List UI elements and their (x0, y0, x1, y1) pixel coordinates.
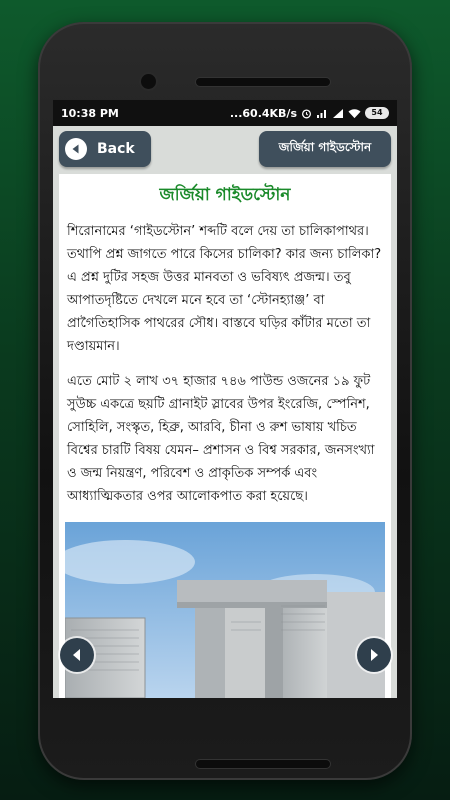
article-paragraph-2: এতে মোট ২ লাখ ৩৭ হাজার ৭৪৬ পাউন্ড ওজনের ১৯ ফুট সুউচ্চ একত্রে ছয়টি গ্রানাইট স্লাবের উপর ইংরেজি, স্পেনিশ, সোহিলি, সংস্কৃত, হিব্রু, আরবি, চীনা ও রুশ ভাষায় খচিত বিশ্বের চারটি বিষয় যেমন– প্রশাসন ও বিশ্ব সরকার, জনসংখ্যা ও জন্ম নিয়ন্ত্রণ, পরিবেশ ও প্রাকৃতিক সম্পর্ক এবং আধ্যাত্মিকতার ওপর আলোকপাত করা হয়েছে। (67, 374, 375, 504)
app-toolbar (53, 126, 397, 174)
chevron-left-icon (70, 648, 84, 662)
previous-button[interactable] (60, 638, 94, 672)
back-button[interactable] (59, 131, 151, 167)
bottom-speaker (196, 760, 330, 768)
title-button[interactable] (259, 131, 391, 167)
battery-icon: 54 (365, 107, 389, 119)
chevron-left-icon (65, 138, 87, 160)
article-content[interactable] (59, 174, 391, 698)
signal-icon (316, 108, 328, 119)
chevron-right-icon (367, 648, 381, 662)
article-paragraph-1: শিরোনামের ‘গাইডস্টোন’ শব্দটি বলে দেয় তা চালিকাপাথর। তথাপি প্রশ্ন জাগতে পারে কিসের চালিকা? কার জন্য চালিকা? এ প্রশ্ন দুটির সহজ উত্তর মানবতা ও ভবিষ্যৎ প্রজন্ম। তবু আপাতদৃষ্টিতে দেখলে মনে হবে তা ‘স্টোনহ্যাঞ্জ’ বা প্রাগৈতিহাসিক পাথরের সৌধ। বাস্তবে ঘড়ির কাঁটার মতো তা দণ্ডায়মান। (67, 224, 382, 354)
app-screen (53, 100, 397, 698)
guidestones-photo (65, 522, 385, 698)
wifi-icon (348, 108, 361, 119)
earpiece-speaker (196, 78, 330, 86)
front-camera (141, 74, 156, 89)
article-heading: জর্জিয়া গাইডস্টোন (159, 185, 291, 205)
back-button-label: Back (97, 141, 135, 157)
status-time: 10:38 PM (61, 106, 119, 120)
status-bar (53, 100, 397, 126)
next-button[interactable] (357, 638, 391, 672)
title-button-label: জর্জিয়া গাইডস্টোন (278, 140, 372, 154)
signal-icon-2 (332, 108, 344, 119)
status-icons (230, 107, 389, 120)
network-speed: ...60.4KB/s (229, 106, 297, 120)
alarm-icon (301, 108, 312, 119)
